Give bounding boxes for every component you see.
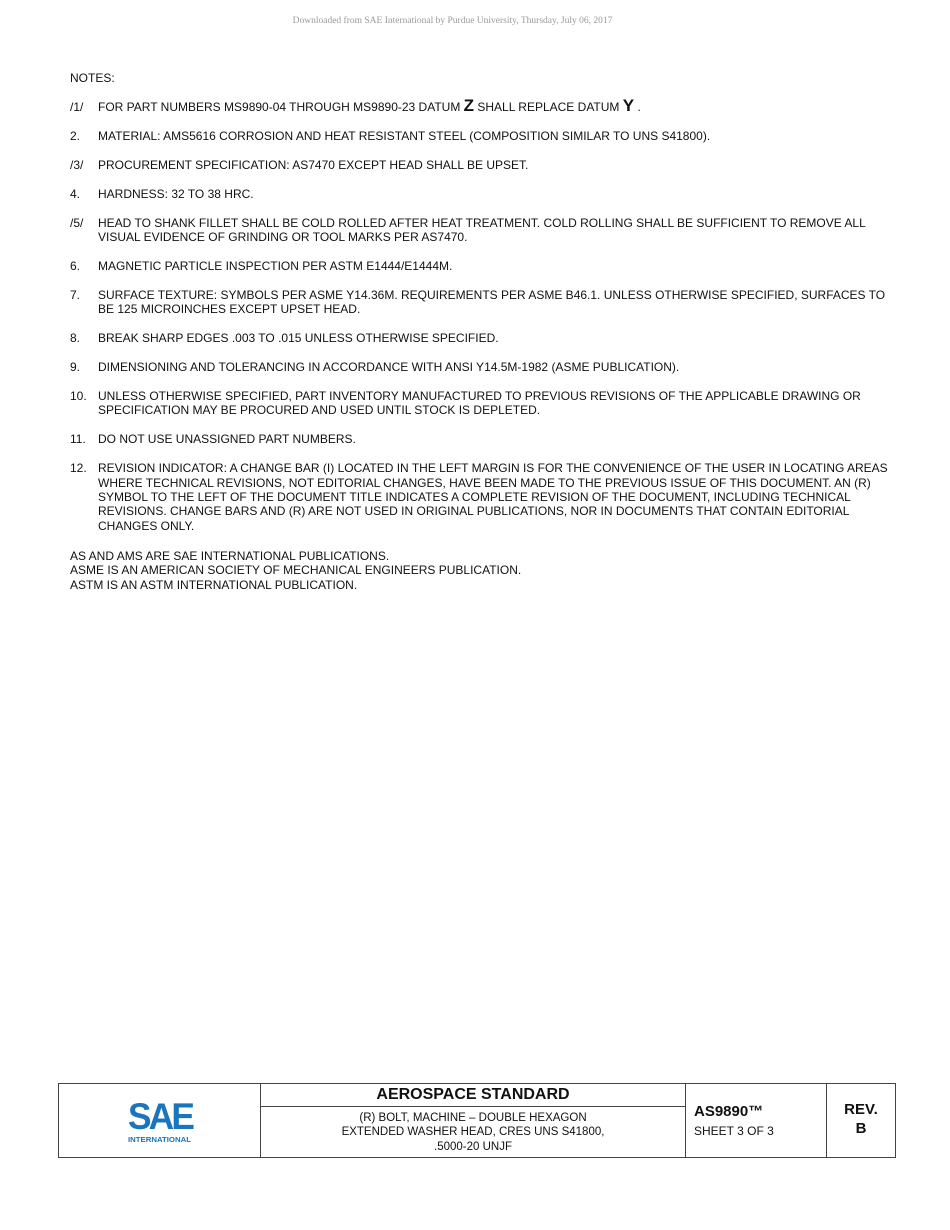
- document-number: AS9890™: [694, 1103, 764, 1120]
- note-item: [70, 331, 890, 345]
- sae-logo: [127, 1098, 197, 1144]
- note-number: 4.: [70, 186, 81, 201]
- title-block: [58, 1083, 896, 1158]
- note-number: 8.: [70, 331, 81, 346]
- sae-logo-text: SAE: [128, 1098, 195, 1137]
- note-number: 9.: [70, 360, 81, 375]
- description-line: (R) BOLT, MACHINE – DOUBLE HEXAGON: [359, 1112, 587, 1124]
- datum-z-symbol: Z: [463, 96, 475, 115]
- note-text-part: .: [634, 100, 641, 114]
- revision-label: [827, 1084, 895, 1138]
- description-line: .5000-20 UNJF: [434, 1140, 512, 1153]
- note-number: 2.: [70, 128, 81, 143]
- note-text: REVISION INDICATOR: A CHANGE BAR (I) LOCATED IN THE LEFT MARGIN IS FOR THE CONVENIENCE OF THE USER IN LOCATING AREAS WHERE TECHNICAL REVISIONS, NOT EDITORIAL CHANGES, HAVE BEEN MADE TO THE PREVIOUS ISSUE OF THIS DOCUMENT. AN (R) SYMBOL TO THE LEFT OF THE DOCUMENT TITLE INDICATES A COMPLETE REVISION OF THE DOCUMENT, INCLUDING TECHNICAL REVISIONS. CHANGE BARS AND (R) ARE NOT USED IN ORIGINAL PUBLICATIONS, NOR IN DOCUMENTS THAT CONTAIN EDITORIAL CHANGES ONLY.: [98, 461, 888, 533]
- note-item: [70, 187, 890, 201]
- publication-line: ASME IS AN AMERICAN SOCIETY OF MECHANICAL ENGINEERS PUBLICATION.: [70, 563, 522, 578]
- note-number: 11.: [70, 432, 86, 447]
- document-number-cell: [686, 1084, 827, 1157]
- note-text-part: FOR PART NUMBERS MS9890-04 THROUGH MS9890-23 DATUM: [98, 100, 464, 114]
- description-line: EXTENDED WASHER HEAD, CRES UNS S41800,: [341, 1126, 605, 1139]
- note-text: BREAK SHARP EDGES .003 TO .015 UNLESS OTHERWISE SPECIFIED.: [98, 331, 499, 346]
- revision-cell: [827, 1084, 895, 1157]
- note-text: HEAD TO SHANK FILLET SHALL BE COLD ROLLED AFTER HEAT TREATMENT. COLD ROLLING SHALL BE SUFFICIENT TO REMOVE ALL VISUAL EVIDENCE OF GRINDING OR TOOL MARKS PER AS7470.: [98, 215, 866, 245]
- note-number: /1/: [70, 100, 84, 114]
- publications-list: [70, 549, 521, 592]
- note-text: DO NOT USE UNASSIGNED PART NUMBERS.: [98, 432, 356, 447]
- note-item: [70, 129, 890, 143]
- revision-label-text: REV.: [844, 1101, 878, 1118]
- notes-list: [70, 96, 890, 548]
- publication-line: ASTM IS AN ASTM INTERNATIONAL PUBLICATION.: [70, 577, 358, 592]
- note-item: [70, 461, 890, 533]
- note-text: SURFACE TEXTURE: SYMBOLS PER ASME Y14.36M. REQUIREMENTS PER ASME B46.1. UNLESS OTHERWISE SPECIFIED, SURFACES TO BE 125 MICROINCHES EXCEPT UPSET HEAD.: [98, 287, 886, 317]
- notes-heading: NOTES:: [70, 71, 115, 85]
- note-item: [70, 216, 890, 245]
- note-text: PROCUREMENT SPECIFICATION: AS7470 EXCEPT HEAD SHALL BE UPSET.: [98, 157, 529, 172]
- note-item: [70, 360, 890, 374]
- sae-logo-subtext: INTERNATIONAL: [128, 1137, 192, 1144]
- note-number: /5/: [70, 215, 84, 230]
- note-text: UNLESS OTHERWISE SPECIFIED, PART INVENTORY MANUFACTURED TO PREVIOUS REVISIONS OF THE APPLICABLE DRAWING OR SPECIFICATION MAY BE PROCURED AND USED UNTIL STOCK IS DEPLETED.: [98, 388, 861, 418]
- note-number: 12.: [70, 461, 87, 476]
- note-item: [70, 288, 890, 317]
- note-item: [70, 96, 890, 115]
- note-number: 6.: [70, 258, 81, 273]
- sheet-number: SHEET 3 OF 3: [694, 1124, 774, 1138]
- note-text: DIMENSIONING AND TOLERANCING IN ACCORDANCE WITH ANSI Y14.5M-1982 (ASME PUBLICATION).: [98, 360, 680, 375]
- part-description: [261, 1107, 685, 1154]
- datum-y-symbol: Y: [622, 96, 635, 115]
- note-text: MATERIAL: AMS5616 CORROSION AND HEAT RESISTANT STEEL (COMPOSITION SIMILAR TO UNS S41800).: [98, 128, 711, 143]
- title-cell: [261, 1084, 686, 1157]
- revision-value: B: [855, 1120, 867, 1137]
- note-text-part: SHALL REPLACE DATUM: [474, 100, 623, 114]
- note-text: HARDNESS: 32 TO 38 HRC.: [98, 186, 254, 201]
- publication-line: AS AND AMS ARE SAE INTERNATIONAL PUBLICATIONS.: [70, 549, 390, 563]
- note-number: /3/: [70, 157, 84, 172]
- note-item: [70, 389, 890, 418]
- note-number: 7.: [70, 287, 81, 302]
- download-notice: Downloaded from SAE International by Purdue University, Thursday, July 06, 2017: [292, 16, 613, 26]
- note-number: 10.: [70, 388, 87, 403]
- note-text: MAGNETIC PARTICLE INSPECTION PER ASTM E1444/E1444M.: [98, 258, 453, 273]
- note-item: [70, 158, 890, 172]
- standard-title: AEROSPACE STANDARD: [261, 1084, 685, 1107]
- note-item: [70, 259, 890, 273]
- note-item: [70, 432, 890, 446]
- logo-cell: [59, 1084, 261, 1157]
